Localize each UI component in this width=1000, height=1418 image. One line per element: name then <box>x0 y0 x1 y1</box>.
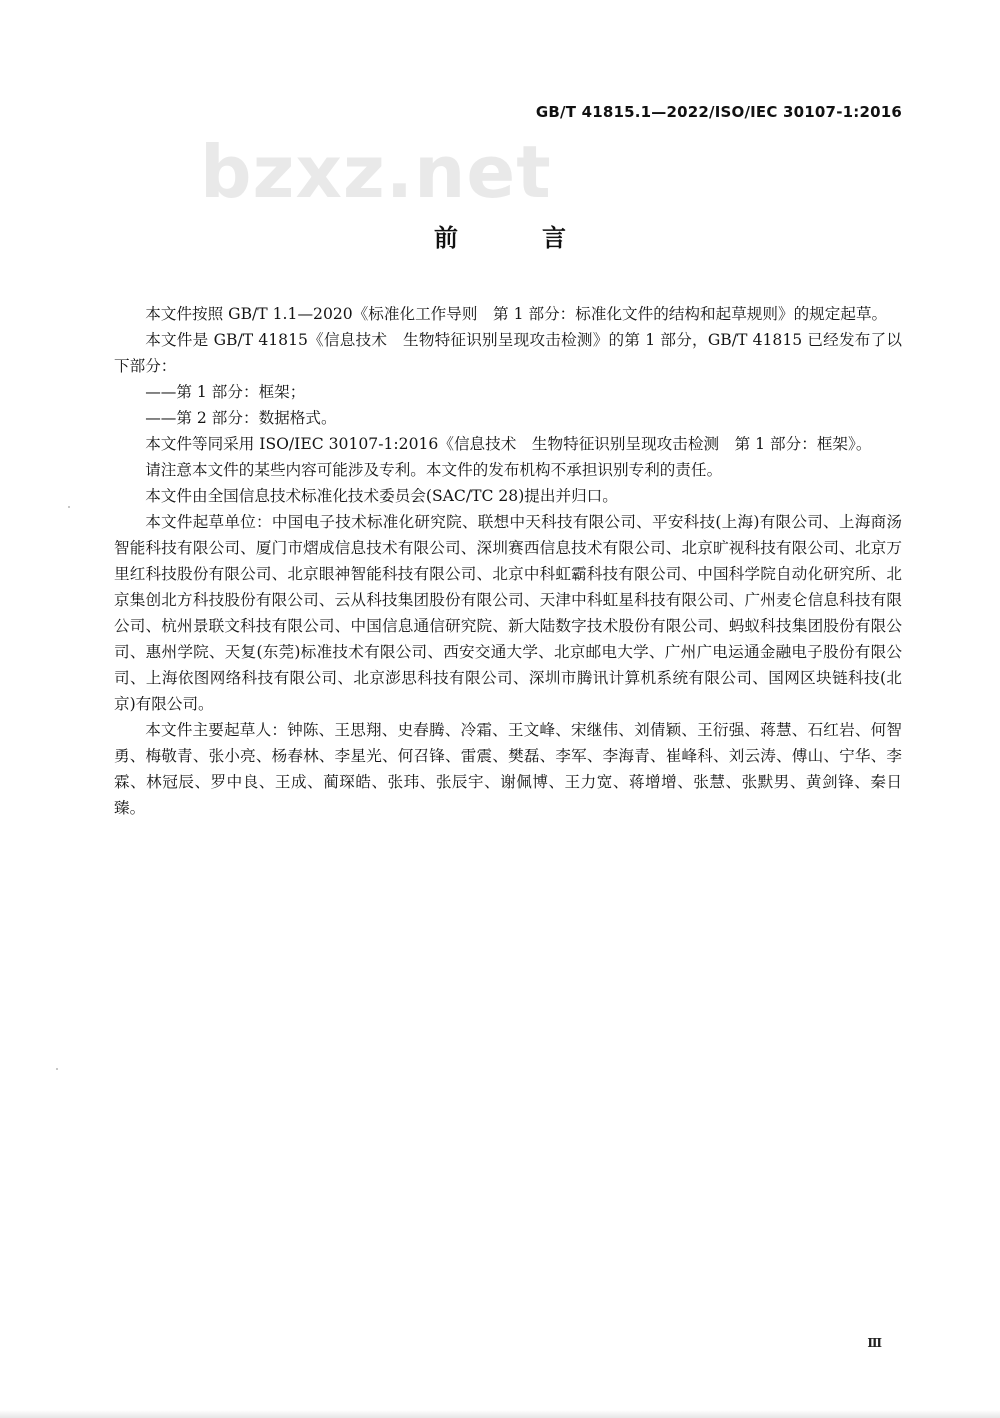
list-item-part-2: ——第 2 部分：数据格式。 <box>145 409 337 427</box>
paragraph-drafting-rules: 本文件按照 GB/T 1.1—2020《标准化工作导则 第 1 部分：标准化文件的结构和起草规则》的规定起草。 <box>145 305 888 323</box>
paragraph-drafting-units: 本文件起草单位：中国电子技术标准化研究院、联想中天科技有限公司、平安科技(上海)有限公司、上海商汤智能科技有限公司、厦门市熠成信息技术有限公司、深圳赛西信息技术有限公司、北京旷视科技有限公司、北京万里红科技股份有限公司、北京眼神智能科技有限公司、北京中科虹霸科技有限公司、中国科学院自动化研究所、北京集创北方科技股份有限公司、云从科技集团股份有限公司、天津中科虹星科技有限公司、广州麦仑信息科技有限公司、杭州景联文科技有限公司、中国信息通信研究院、新大陆数字技术股份有限公司、蚂蚁科技集团股份有限公司、惠州学院、天复(东莞)标准技术有限公司、西安交通大学、北京邮电大学、广州广电运通金融电子股份有限公司、上海依图网络科技有限公司、北京澎思科技有限公司、深圳市腾讯计算机系统有限公司、国网区块链科技(北京)有限公司。 <box>114 513 902 713</box>
watermark: bzxz.net <box>200 130 552 214</box>
list-item-part-1: ——第 1 部分：框架； <box>145 383 306 401</box>
paragraph-drafters: 本文件主要起草人：钟陈、王思翔、史春腾、冷霜、王文峰、宋继伟、刘倩颖、王衍强、蒋慧、石红岩、何智勇、梅敬青、张小亮、杨春林、李星光、何召锋、雷震、樊磊、李军、李海青、崔峰科、刘云涛、傅山、宁华、李霖、林冠辰、罗中良、王成、蔺琛皓、张玮、张辰宇、谢佩博、王力宽、蒋增增、张慧、张默男、黄剑锋、秦日臻。 <box>114 721 902 817</box>
standard-code: GB/T 41815.1—2022/ISO/IEC 30107-1:2016 <box>535 103 902 121</box>
paragraph-proposer: 本文件由全国信息技术标准化技术委员会(SAC/TC 28)提出并归口。 <box>145 487 618 505</box>
page-title: 前 言 <box>434 224 596 252</box>
paragraph-series-parts: 本文件是 GB/T 41815《信息技术 生物特征识别呈现攻击检测》的第 1 部分，GB/T 41815 已经发布了以下部分： <box>114 331 902 375</box>
scan-speck <box>68 506 70 508</box>
paragraph-patent-notice: 请注意本文件的某些内容可能涉及专利。本文件的发布机构不承担识别专利的责任。 <box>145 461 723 479</box>
page-edge-shadow <box>0 1410 1000 1418</box>
preface-body <box>114 301 902 821</box>
scan-speck <box>56 1068 58 1070</box>
page-number: Ⅲ <box>867 1336 882 1350</box>
paragraph-equivalent-adoption: 本文件等同采用 ISO/IEC 30107-1:2016《信息技术 生物特征识别呈现攻击检测 第 1 部分：框架》。 <box>145 435 872 453</box>
